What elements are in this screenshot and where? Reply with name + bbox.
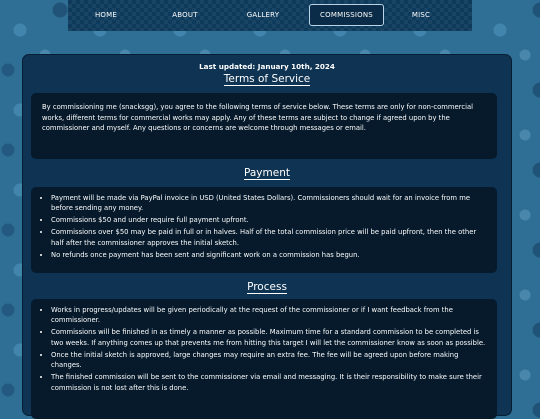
process-item: • Works in progress/updates will be given periodically at the request of the commissioner or if I want feedback from the commissioner.: [51, 305, 491, 326]
nav-home-link[interactable]: HOME: [94, 11, 118, 19]
process-heading: [23, 281, 511, 293]
payment-title: Payment: [244, 167, 290, 179]
process-item: • The finished commission will be sent to the commissioner via email and messaging. It is their responsibility to make sure their commission is not lost after this is done.: [51, 372, 491, 393]
payment-item: • Payment will be made via PayPal invoice in USD (United States Dollars). Commissioners should wait for an invoice from me before sending any money.: [51, 193, 491, 214]
tos-text: By commissioning me (snacksgg), you agree to the following terms of service below. These terms are only for non-commercial works, different terms for commercial works may apply. Any of these terms are subject to change if agreed upon by the commissioner and myself. Any questions or concerns are welcome through messages or email.: [42, 103, 474, 133]
payment-list: [37, 193, 491, 260]
process-title: Process: [247, 281, 287, 293]
payment-item: • Commissions $50 and under require full payment upfront.: [51, 215, 491, 225]
tos-box: [31, 93, 497, 159]
process-item: • Commissions will be finished in as timely a manner as possible. Maximum time for a standard commission to be completed is two weeks. If anything comes up that prevents me from hitting this target I will let the commissioner know as soon as possible.: [51, 327, 491, 348]
payment-item: • No refunds once payment has been sent and significant work on a commission has begun.: [51, 250, 491, 260]
content-panel: [22, 54, 512, 416]
last-updated-text: Last updated: January 10th, 2024: [199, 62, 335, 71]
nav-commissions-link[interactable]: COMMISSIONS: [309, 4, 384, 26]
nav-misc-link[interactable]: MISC: [411, 11, 431, 19]
nav-about-link[interactable]: ABOUT: [172, 11, 198, 19]
payment-box: [31, 187, 497, 273]
tos-heading: [23, 73, 511, 85]
payment-heading: [23, 167, 511, 179]
top-nav-bar: [68, 0, 472, 31]
process-box: [31, 299, 497, 419]
process-item: • Once the initial sketch is approved, large changes may require an extra fee. The fee will be agreed upon before making changes.: [51, 350, 491, 371]
payment-item: • Commissions over $50 may be paid in full or in halves. Half of the total commission price will be paid upfront, then the other half after the commissioner approves the initial sketch.: [51, 227, 491, 248]
nav-gallery-link[interactable]: GALLERY: [246, 11, 280, 19]
process-list: [37, 305, 491, 393]
tos-title: Terms of Service: [223, 73, 311, 85]
